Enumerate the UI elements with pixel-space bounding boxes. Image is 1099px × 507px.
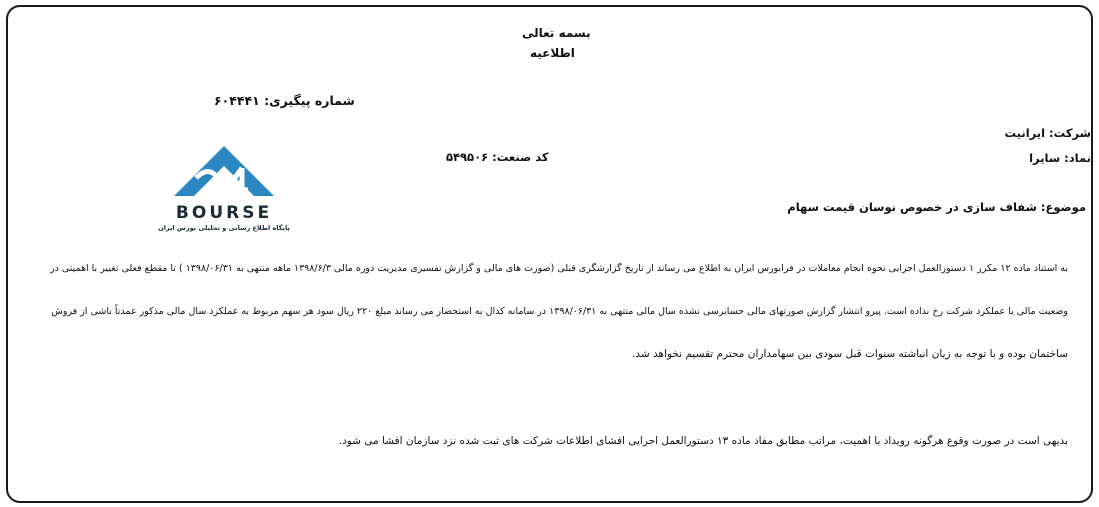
body-line-3: ساختمان بوده و با توجه به زیان انباشته سنوات قبل سودی بین سهامداران محترم تقسیم نخواهد شد. — [632, 348, 1068, 360]
logo-caption: پایگاه اطلاع رسانی و تحلیلی بورس ایران — [158, 224, 290, 232]
industry-code: کد صنعت: ۵۴۹۵۰۶ — [446, 150, 549, 164]
body-line-2: وضعیت مالی یا عملکرد شرکت رخ نداده است. پیرو انتشار گزارش صورتهای مالی حسابرسی نشده سال مالی منتهی به ۱۳۹۸/۰۶/۳۱ در سامانه کدال به استحضار می رساند مبلغ ۲۲۰ ریال سود هر سهم مربوط به عملکرد سال مالی مذکور عمدتاً ناشی از فروش — [51, 306, 1068, 317]
bismillah-heading: بسمه تعالی — [522, 26, 591, 40]
bourse-logo-icon — [150, 138, 298, 234]
bourse-logo — [150, 138, 298, 234]
body-line-1: به استناد ماده ۱۲ مکرر ۱ دستورالعمل اجرایی نحوه انجام معاملات در فرابورس ایران به اطلاع می رساند از تاریخ گزارشگری قبلی (صورت های مالی و گزارش تفسیری مدیریت دوره مالی ۱۳۹۸/۶/۳ ماهه منتهی به ۱۳۹۸/۰۶/۳۱ ) تا مقطع فعلی تغییر با اهمیتی در — [50, 263, 1068, 274]
tracking-number: شماره پیگیری: ۶۰۴۴۴۱ — [214, 93, 355, 108]
company-name: شرکت: ایرانیت — [1004, 126, 1091, 140]
body-line-4: بدیهی است در صورت وقوع هرگونه رویداد با اهمیت، مراتب مطابق مفاد ماده ۱۳ دستورالعمل اجرایی افشای اطلاعات شرکت های ثبت شده نزد سازمان افشا می شود. — [338, 435, 1068, 447]
symbol: نماد: سایرا — [1029, 151, 1091, 165]
logo-wordmark: BOURSE — [175, 203, 273, 223]
notice-frame — [6, 5, 1093, 503]
subject-line: موضوع: شفاف سازی در خصوص نوسان قیمت سهام — [787, 200, 1086, 214]
notice-heading: اطلاعیه — [530, 46, 575, 60]
